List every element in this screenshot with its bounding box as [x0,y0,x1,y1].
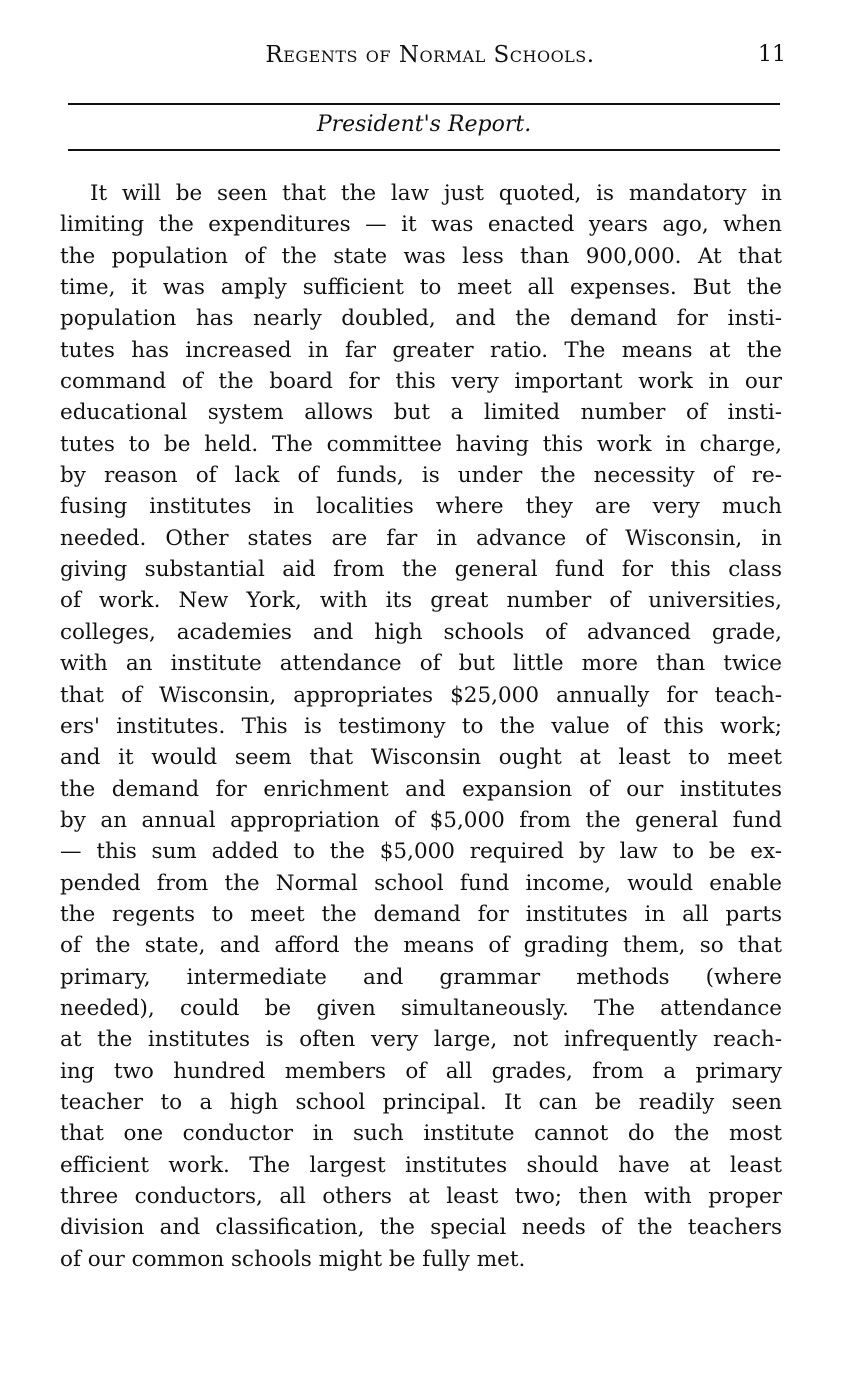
paragraph-line: primary, intermediate and grammar methods (where [60,964,782,990]
paragraph-line: population has nearly doubled, and the demand for insti- [60,306,782,332]
paragraph-line: that one conductor in such institute cannot do the most [60,1121,782,1147]
running-header [60,42,790,78]
header-rule-bottom [68,149,780,151]
paragraph-line: and it would seem that Wisconsin ought at least to meet [60,745,782,771]
paragraph-line: pended from the Normal school fund income, would enable [60,870,782,896]
paragraph-line: colleges, academies and high schools of advanced grade, [60,619,782,645]
header-rule-top [68,103,780,105]
paragraph-line: by an annual appropriation of $5,000 from the general fund [60,807,782,833]
paragraph-line: with an institute attendance of but little more than twice [60,651,782,677]
paragraph-line: ing two hundred members of all grades, from a primary [60,1058,782,1084]
paragraph-line: teacher to a high school principal. It can be readily seen [60,1089,782,1115]
paragraph-line: three conductors, all others at least two; then with proper [60,1184,782,1209]
page-number: 11 [758,42,786,67]
paragraph-line: the demand for enrichment and expansion of our institutes [60,776,782,802]
paragraph-line: fusing institutes in localities where they are very much [60,494,782,520]
paragraph-line: by reason of lack of funds, is under the necessity of re- [60,463,782,489]
paragraph-line: of the state, and afford the means of grading them, so that [60,933,782,959]
paragraph-line: division and classification, the special needs of the teachers [60,1215,782,1241]
paragraph-line: limiting the expenditures — it was enacted years ago, when [60,212,782,238]
paragraph-line: tutes to be held. The committee having this work in charge, [60,431,782,457]
paragraph-line: that of Wisconsin, appropriates $25,000 annually for teach- [60,682,782,708]
paragraph-line: efficient work. The largest institutes should have at least [60,1152,782,1178]
paragraph-line: giving substantial aid from the general fund for this class [60,557,782,583]
paragraph-line: of work. New York, with its great number of universities, [60,588,782,614]
paragraph-line: of our common schools might be fully met. [60,1246,526,1272]
paragraph-line: at the institutes is often very large, not infrequently reach- [60,1027,782,1053]
paragraph-line: — this sum added to the $5,000 required by law to be ex- [60,839,782,865]
paragraph-line: needed), could be given simultaneously. The attendance [60,995,782,1021]
paragraph-line: It will be seen that the law just quoted, is mandatory in [90,181,782,206]
paragraph-line: time, it was amply sufficient to meet all expenses. But the [60,275,782,301]
section-heading: President's Report. [316,112,532,137]
paragraph-line: educational system allows but a limited number of insti- [60,400,782,426]
paragraph-line: needed. Other states are far in advance of Wisconsin, in [60,525,782,551]
paragraph-line: ers' institutes. This is testimony to the value of this work; [60,713,782,739]
running-title: Regents of Normal Schools. [265,42,595,68]
report-paragraph [60,178,782,1275]
paragraph-line: command of the board for this very important work in our [60,369,782,395]
paragraph-line: the population of the state was less than 900,000. At that [60,243,782,269]
paragraph-line: the regents to meet the demand for institutes in all parts [60,901,782,927]
paragraph-line: tutes has increased in far greater ratio. The means at the [60,337,782,363]
